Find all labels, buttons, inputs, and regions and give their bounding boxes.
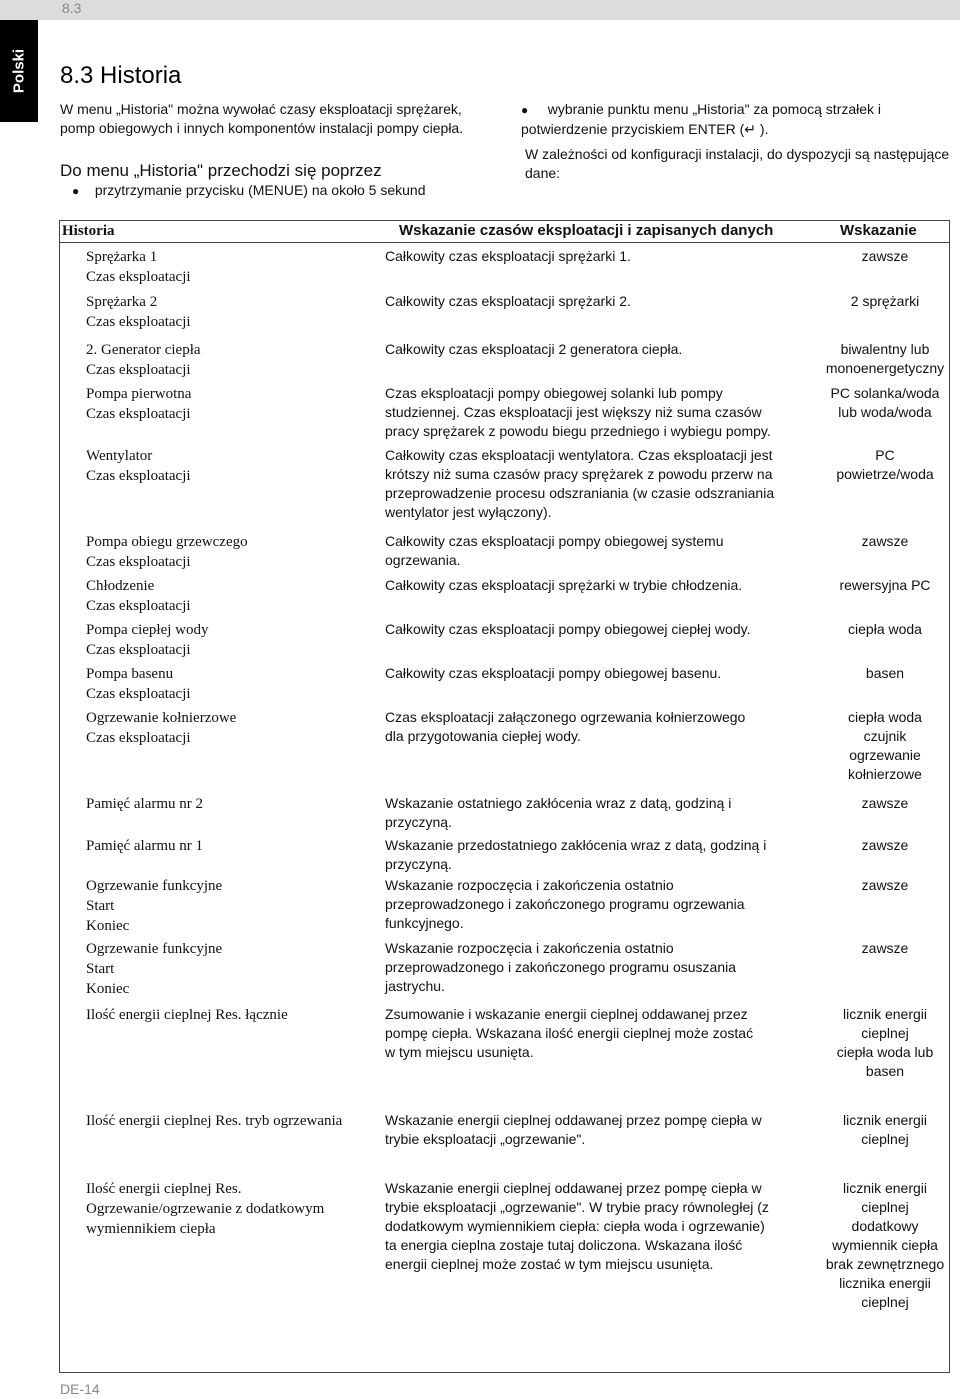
intro-paragraph: W zależności od konfiguracji instalacji, do dyspozycji są następujące dane: — [525, 146, 950, 181]
cell-line: Wskazanie rozpoczęcia i zakończenia ostatnio — [385, 877, 674, 893]
row-name — [86, 836, 381, 856]
row-name — [86, 939, 381, 999]
row-description — [385, 292, 805, 311]
row-description — [385, 247, 805, 266]
cell-line: przyczyną. — [385, 856, 452, 872]
row-name — [86, 384, 381, 424]
cell-line: przeprowadzonego i zakończonego programu ogrzewania — [385, 896, 745, 912]
cell-line: cieplnej — [861, 1199, 909, 1215]
row-name — [86, 620, 381, 660]
cell-line: energii cieplnej może zostać w tym miejscu usunięta. — [385, 1256, 714, 1272]
cell-line: w tym miejscu usunięta. — [385, 1044, 534, 1060]
bullet-text: przytrzymanie przycisku (MENUE) na około 5 sekund — [94, 182, 426, 198]
cell-line: przeprowadzenie procesu odszraniania (w czasie odszraniania — [385, 485, 775, 501]
cell-line: Wskazanie rozpoczęcia i zakończenia ostatnio — [385, 940, 674, 956]
bullet-text: wybranie punktu menu „Historia" za pomocą strzałek i potwierdzenie przyciskiem ENTER (↵ ). — [521, 101, 882, 137]
section-number: 8.3 — [62, 0, 82, 16]
cell-line: Ogrzewanie funkcyjne — [86, 941, 223, 957]
cell-line: przeprowadzonego i zakończonego programu osuszania — [385, 959, 736, 975]
cell-line: Ogrzewanie kołnierzowe — [86, 710, 237, 726]
cell-line: lub woda/woda — [838, 404, 932, 420]
cell-line: Ilość energii cieplnej Res. tryb ogrzewania — [86, 1113, 343, 1129]
cell-line: Pompa pierwotna — [86, 386, 192, 402]
cell-line: Pompa ciepłej wody — [86, 622, 209, 638]
row-indication — [810, 708, 960, 784]
row-indication — [810, 292, 960, 311]
row-description — [385, 532, 805, 570]
cell-line: pracy sprężarek z powodu biegu przedniego i wybiegu pompy. — [385, 423, 771, 439]
cell-line: Czas eksploatacji — [86, 314, 191, 330]
cell-line: wymiennikiem ciepła — [86, 1221, 216, 1237]
cell-line: jastrychu. — [385, 978, 445, 994]
cell-line: Wentylator — [86, 448, 153, 464]
page-label: DE-14 — [60, 1381, 100, 1397]
cell-line: Wskazanie energii cieplnej oddawanej przez pompę ciepła w — [385, 1112, 762, 1128]
cell-line: przyczyną. — [385, 814, 452, 830]
cell-line: kołnierzowe — [848, 766, 922, 782]
row-name — [86, 1179, 381, 1239]
row-description — [385, 446, 805, 522]
row-description — [385, 836, 805, 874]
cell-line: Start — [86, 898, 115, 914]
cell-line: licznika energii — [839, 1275, 931, 1291]
intro-text: W menu „Historia" można wywołać czasy eksploatacji sprężarek, pomp obiegowych i innych komponentów instalacji pompy ciepła. — [60, 101, 464, 136]
cell-line: Czas eksploatacji — [86, 642, 191, 658]
column-header-indication: Wskazanie — [840, 222, 917, 239]
row-name — [86, 292, 381, 332]
row-indication — [810, 576, 960, 595]
cell-line: Ogrzewanie funkcyjne — [86, 878, 223, 894]
row-indication — [810, 620, 960, 639]
row-description — [385, 340, 805, 359]
cell-line: zawsze — [861, 837, 909, 853]
row-description — [385, 876, 805, 933]
row-name — [86, 708, 381, 748]
cell-line: Czas eksploatacji — [86, 598, 191, 614]
cell-line: basen — [865, 1063, 905, 1079]
language-tab-label: Polski — [10, 48, 28, 94]
cell-line: Ilość energii cieplnej Res. — [86, 1181, 242, 1197]
cell-line: Wskazanie ostatniego zakłócenia wraz z datą, godziną i — [385, 795, 732, 811]
row-name — [86, 576, 381, 616]
cell-line: Koniec — [86, 918, 130, 934]
cell-line: cieplnej — [861, 1131, 909, 1147]
language-tab — [0, 20, 38, 122]
cell-line: basen — [865, 665, 905, 681]
cell-line: ogrzewanie — [849, 747, 921, 763]
cell-line: licznik energii — [842, 1180, 928, 1196]
cell-line: Wskazanie energii cieplnej oddawanej przez pompę ciepła w — [385, 1180, 762, 1196]
bullet-item: ● wybranie punktu menu „Historia" za pomocą strzałek i potwierdzenie przyciskiem ENTER (↵ ). — [521, 101, 882, 137]
cell-line: 2. Generator ciepła — [86, 342, 201, 358]
row-indication — [810, 939, 960, 958]
cell-line: Ogrzewanie/ogrzewanie z dodatkowym — [86, 1201, 325, 1217]
row-description — [385, 708, 805, 746]
row-indication — [810, 384, 960, 422]
cell-line: ta energia cieplna zostaje tutaj doliczona. Wskazana ilość — [385, 1237, 743, 1253]
cell-line: zawsze — [861, 533, 909, 549]
cell-line: pompę ciepła. Wskazana ilość energii cieplnej może zostać — [385, 1025, 754, 1041]
cell-line: monoenergetyczny — [825, 360, 945, 376]
row-name — [86, 532, 381, 572]
row-description — [385, 620, 805, 639]
cell-line: Koniec — [86, 981, 130, 997]
cell-line: Całkowity czas eksploatacji wentylatora. Czas eksploatacji jest — [385, 447, 773, 463]
cell-line: rewersyjna PC — [839, 577, 931, 593]
bullet-item: ● przytrzymanie przycisku (MENUE) na około 5 sekund — [72, 182, 426, 198]
cell-line: Ilość energii cieplnej Res. łącznie — [86, 1007, 288, 1023]
row-name — [86, 1111, 381, 1131]
cell-line: zawsze — [861, 877, 909, 893]
row-name — [86, 794, 381, 814]
row-description — [385, 939, 805, 996]
cell-line: Start — [86, 961, 115, 977]
cell-line: Pamięć alarmu nr 2 — [86, 796, 204, 812]
cell-line: Całkowity czas eksploatacji pompy obiegowej systemu — [385, 533, 724, 549]
cell-line: ogrzewania. — [385, 552, 461, 568]
cell-line: cieplnej — [861, 1025, 909, 1041]
top-bar — [0, 0, 960, 20]
cell-line: Czas eksploatacji pompy obiegowej solanki lub pompy — [385, 385, 723, 401]
cell-line: zawsze — [861, 940, 909, 956]
cell-line: wymiennik ciepła — [832, 1237, 938, 1253]
cell-line: Chłodzenie — [86, 578, 155, 594]
cell-line: Całkowity czas eksploatacji 2 generatora ciepła. — [385, 341, 683, 357]
cell-line: Sprężarka 2 — [86, 294, 158, 310]
cell-line: studziennej. Czas eksploatacji jest większy niż suma czasów — [385, 404, 762, 420]
row-indication — [810, 836, 960, 855]
cell-line: zawsze — [861, 795, 909, 811]
cell-line: Czas eksploatacji — [86, 362, 191, 378]
column-header-description: Wskazanie czasów eksploatacji i zapisanych danych — [399, 222, 774, 239]
row-indication — [810, 1111, 960, 1149]
cell-line: Całkowity czas eksploatacji sprężarki w trybie chłodzenia. — [385, 577, 743, 593]
row-indication — [810, 794, 960, 813]
row-indication — [810, 532, 960, 551]
cell-line: Wskazanie przedostatniego zakłócenia wraz z datą, godziną i — [385, 837, 767, 853]
cell-line: Pompa basenu — [86, 666, 174, 682]
row-indication — [810, 340, 960, 378]
row-name — [86, 340, 381, 380]
cell-line: Sprężarka 1 — [86, 249, 158, 265]
cell-line: Całkowity czas eksploatacji pompy obiegowej basenu. — [385, 665, 722, 681]
cell-line: biwalentny lub — [840, 341, 930, 357]
cell-line: zawsze — [861, 248, 909, 264]
cell-line: brak zewnętrznego — [825, 1256, 945, 1272]
row-description — [385, 384, 805, 441]
cell-line: trybie eksploatacji „ogrzewanie". W trybie pracy równoległej (z — [385, 1199, 769, 1215]
cell-line: dodatkowy — [851, 1218, 919, 1234]
cell-line: krótszy niż suma czasów pracy sprężarek z powodu przerw na — [385, 466, 773, 482]
row-description — [385, 1111, 805, 1149]
row-description — [385, 576, 805, 595]
cell-line: Czas eksploatacji — [86, 269, 191, 285]
cell-line: 2 sprężarki — [850, 293, 920, 309]
row-indication — [810, 1179, 960, 1312]
row-description — [385, 1005, 805, 1062]
row-indication — [810, 876, 960, 895]
row-description — [385, 664, 805, 683]
cell-line: PC — [875, 447, 895, 463]
cell-line: ciepła woda lub — [836, 1044, 934, 1060]
cell-line: Czas eksploatacji — [86, 686, 191, 702]
table-header-divider — [59, 242, 950, 243]
cell-line: Pamięć alarmu nr 1 — [86, 838, 204, 854]
row-indication — [810, 446, 960, 484]
cell-line: Czas eksploatacji — [86, 406, 191, 422]
cell-line: PC solanka/woda — [830, 385, 940, 401]
cell-line: Czas eksploatacji — [86, 554, 191, 570]
cell-line: Czas eksploatacji — [86, 730, 191, 746]
cell-line: Całkowity czas eksploatacji pompy obiegowej ciepłej wody. — [385, 621, 751, 637]
row-name — [86, 876, 381, 936]
row-name — [86, 446, 381, 486]
cell-line: Całkowity czas eksploatacji sprężarki 2. — [385, 293, 631, 309]
row-name — [86, 664, 381, 704]
cell-line: powietrze/woda — [836, 466, 934, 482]
cell-line: Czas eksploatacji — [86, 468, 191, 484]
page-title: 8.3 Historia — [60, 62, 182, 89]
cell-line: Pompa obiegu grzewczego — [86, 534, 248, 550]
column-header-historia: Historia — [62, 223, 115, 239]
cell-line: Całkowity czas eksploatacji sprężarki 1. — [385, 248, 631, 264]
cell-line: cieplnej — [861, 1294, 909, 1310]
cell-line: wentylator jest wyłączony). — [385, 504, 552, 520]
cell-line: licznik energii — [842, 1006, 928, 1022]
row-indication — [810, 664, 960, 683]
row-indication — [810, 1005, 960, 1081]
cell-line: czujnik — [863, 728, 907, 744]
cell-line: ciepła woda — [848, 709, 922, 725]
row-name — [86, 1005, 381, 1025]
cell-line: dla przygotowania ciepłej wody. — [385, 728, 581, 744]
cell-line: ciepła woda — [848, 621, 922, 637]
cell-line: Czas eksploatacji załączonego ogrzewania kołnierzowego — [385, 709, 746, 725]
cell-line: dodatkowym wymiennikiem ciepła: ciepła woda i ogrzewanie) — [385, 1218, 765, 1234]
row-name — [86, 247, 381, 287]
cell-line: Zsumowanie i wskazanie energii cieplnej oddawanej przez — [385, 1006, 748, 1022]
row-description — [385, 794, 805, 832]
row-description — [385, 1179, 805, 1274]
cell-line: trybie eksploatacji „ogrzewanie". — [385, 1131, 586, 1147]
cell-line: licznik energii — [842, 1112, 928, 1128]
sub-heading: Do menu „Historia" przechodzi się poprzez — [60, 161, 382, 180]
row-indication — [810, 247, 960, 266]
cell-line: funkcyjnego. — [385, 915, 464, 931]
